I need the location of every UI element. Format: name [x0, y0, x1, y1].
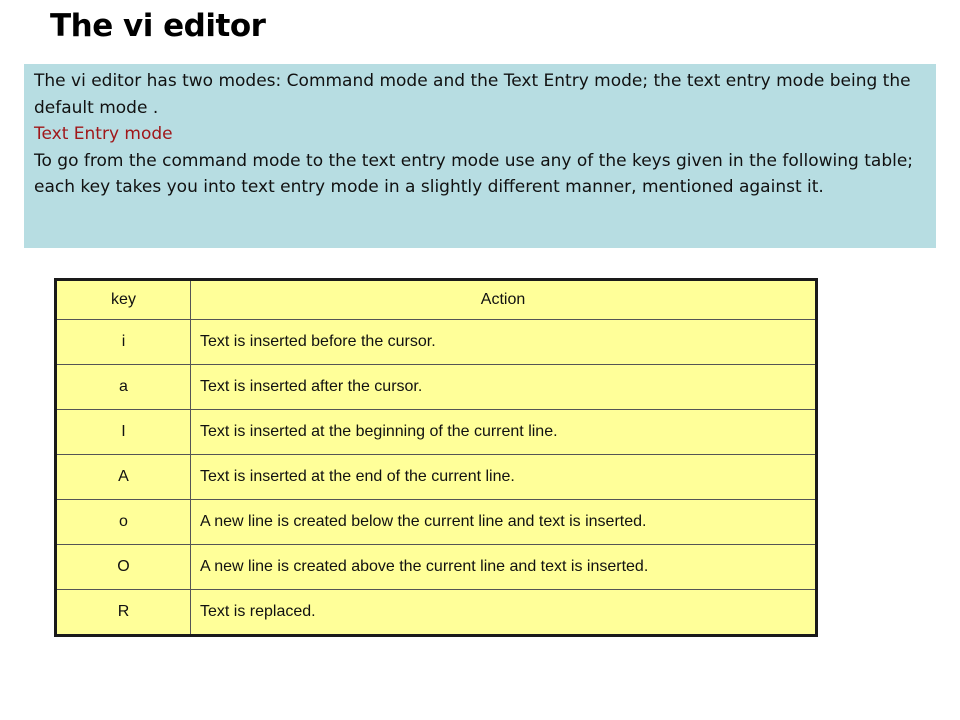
- table-row: [56, 320, 817, 365]
- table-header-row: [56, 280, 817, 320]
- key-cell: R: [56, 590, 191, 636]
- slide-title: The vi editor: [50, 8, 266, 44]
- intro-text-box: [24, 64, 936, 248]
- table-row: [56, 590, 817, 636]
- table-row: [56, 545, 817, 590]
- table-row: [56, 365, 817, 410]
- instructions-paragraph: To go from the command mode to the text entry mode use any of the keys given in the following table; each key takes you into text entry mode in a slightly different manner, mentioned against it.: [34, 150, 914, 197]
- header-action: Action: [191, 280, 817, 320]
- action-cell: Text is inserted at the beginning of the current line.: [191, 410, 817, 455]
- intro-paragraph: The vi editor has two modes: Command mode and the Text Entry mode; the text entry mode being the default mode .: [34, 71, 911, 118]
- action-cell: Text is inserted before the cursor.: [191, 320, 817, 365]
- key-cell: a: [56, 365, 191, 410]
- action-cell: Text is replaced.: [191, 590, 817, 636]
- table-row: [56, 455, 817, 500]
- table-row: [56, 500, 817, 545]
- table-row: [56, 410, 817, 455]
- key-cell: o: [56, 500, 191, 545]
- action-cell: Text is inserted after the cursor.: [191, 365, 817, 410]
- key-action-table: [54, 278, 818, 637]
- key-cell: I: [56, 410, 191, 455]
- header-key: key: [56, 280, 191, 320]
- key-cell: A: [56, 455, 191, 500]
- action-cell: A new line is created above the current line and text is inserted.: [191, 545, 817, 590]
- key-cell: O: [56, 545, 191, 590]
- key-cell: i: [56, 320, 191, 365]
- action-cell: A new line is created below the current line and text is inserted.: [191, 500, 817, 545]
- action-cell: Text is inserted at the end of the current line.: [191, 455, 817, 500]
- text-entry-mode-heading: Text Entry mode: [34, 124, 173, 144]
